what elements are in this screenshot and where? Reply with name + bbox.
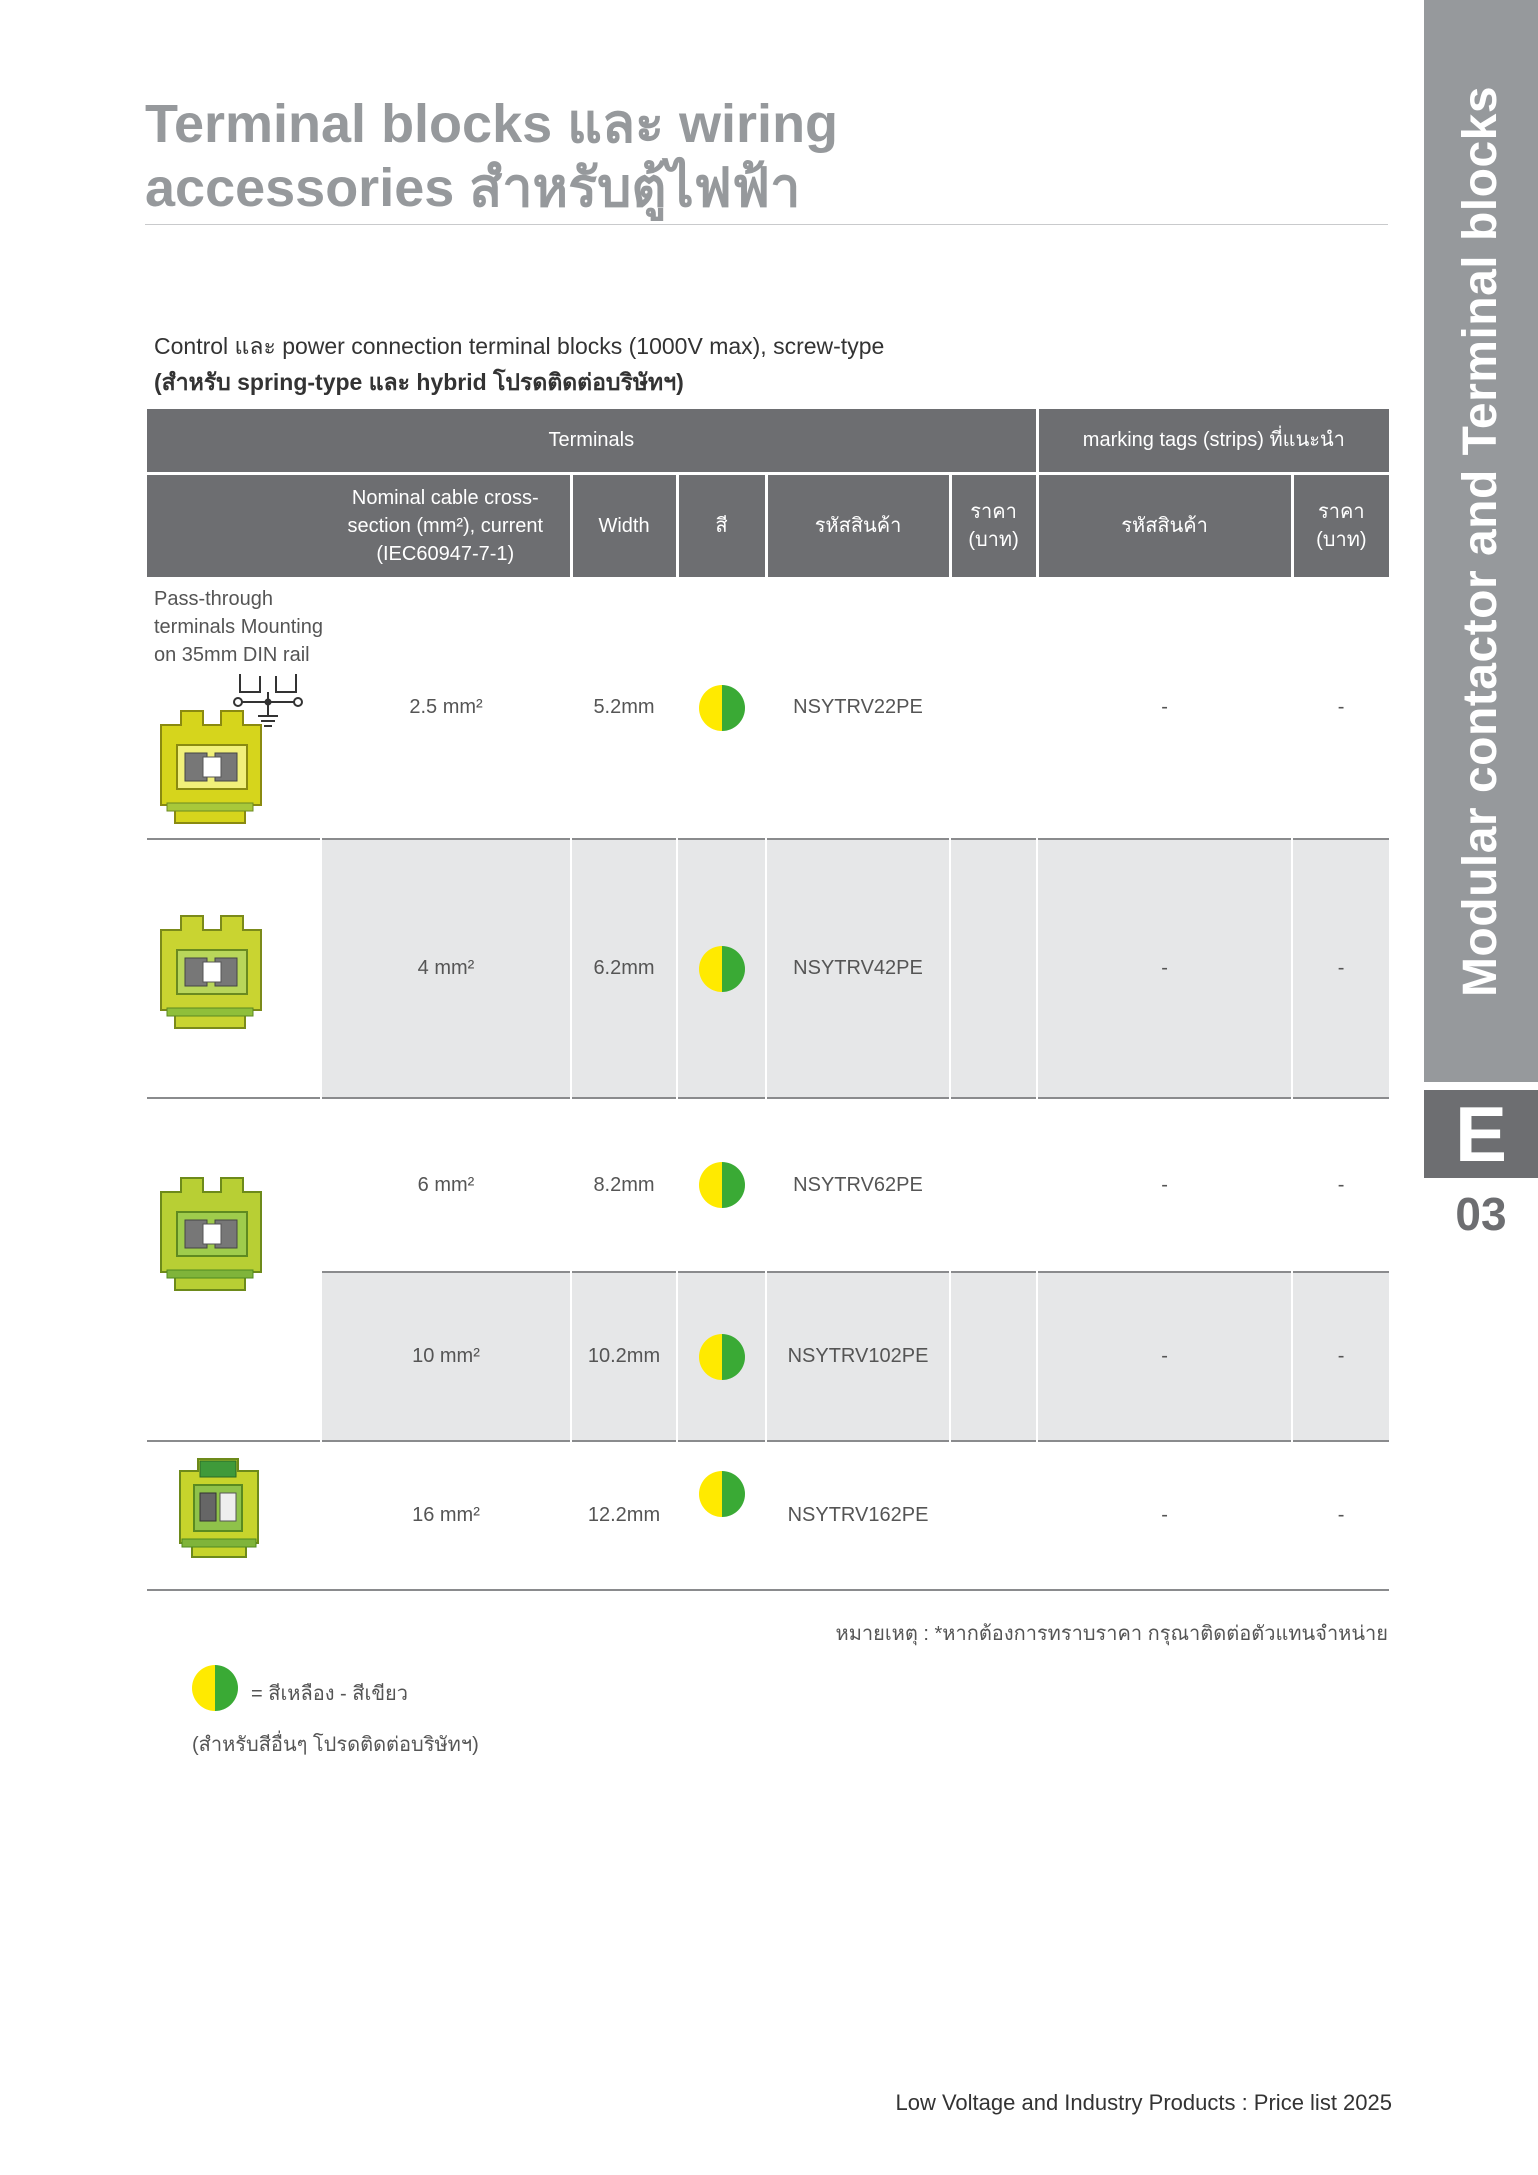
- yellow-green-dot-icon: [699, 1162, 745, 1208]
- subtitle-line2: (สำหรับ spring-type และ hybrid โปรดติดต่อบริษัทฯ): [154, 369, 684, 395]
- sidebar-vertical-title: Modular contactor and Terminal blocks: [1454, 85, 1508, 997]
- cell-tag-price: -: [1292, 839, 1389, 1098]
- cell-ref: NSYTRV22PE: [766, 577, 950, 839]
- cell-tag-price: -: [1292, 1098, 1389, 1272]
- cell-color: [677, 1272, 766, 1441]
- header-terminals: Terminals: [147, 409, 1037, 473]
- header-cross-section: Nominal cable cross-section (mm²), current (IEC60947-7-1): [147, 473, 571, 577]
- legend-yellow-green-dot-icon: [192, 1665, 238, 1711]
- cell-ref: NSYTRV62PE: [766, 1098, 950, 1272]
- page-title-line1: Terminal blocks และ wiring: [145, 94, 839, 154]
- cell-price: [950, 839, 1037, 1098]
- cell-price: [950, 577, 1037, 839]
- cell-section: 4 mm²: [321, 839, 571, 1098]
- table-row: [147, 839, 1389, 1098]
- terminal-block-image: [170, 1455, 268, 1563]
- cell-color: [677, 1098, 766, 1272]
- cell-tag-ref: -: [1037, 577, 1292, 839]
- header-tag-ref: รหัสสินค้า: [1037, 473, 1292, 577]
- cell-ref: NSYTRV102PE: [766, 1272, 950, 1441]
- legend-label: = สีเหลือง - สีเขียว: [251, 1683, 408, 1705]
- terminal-block-image: [153, 705, 271, 833]
- cell-width: 12.2mm: [571, 1441, 677, 1590]
- header-marking-tags: marking tags (strips) ที่แนะนำ: [1037, 409, 1389, 473]
- cell-section: 6 mm²: [321, 1098, 571, 1272]
- page-footer: Low Voltage and Industry Products : Price list 2025: [895, 2090, 1392, 2115]
- cell-price: [950, 1098, 1037, 1272]
- section-number: 03: [1455, 1188, 1507, 1240]
- cell-color: [677, 1441, 766, 1590]
- yellow-green-dot-icon: [699, 1334, 745, 1380]
- cell-width: 6.2mm: [571, 839, 677, 1098]
- legend-note: (สำหรับสีอื่นๆ โปรดติดต่อบริษัทฯ): [192, 1734, 479, 1756]
- title-divider: [145, 224, 1388, 225]
- cell-width: 5.2mm: [571, 577, 677, 839]
- page-title: [145, 92, 1385, 220]
- cell-section: 10 mm²: [321, 1272, 571, 1441]
- yellow-green-dot-icon: [699, 946, 745, 992]
- subtitle-line1: Control และ power connection terminal blocks (1000V max), screw-type: [154, 333, 885, 359]
- cell-color: [677, 577, 766, 839]
- cell-tag-ref: -: [1037, 1272, 1292, 1441]
- cell-section: 2.5 mm²: [321, 577, 571, 839]
- cell-color: [677, 839, 766, 1098]
- cell-tag-ref: -: [1037, 1098, 1292, 1272]
- cell-tag-price: -: [1292, 577, 1389, 839]
- section-letter-badge: E: [1424, 1090, 1538, 1178]
- cell-tag-price: -: [1292, 1441, 1389, 1590]
- cell-tag-price: -: [1292, 1272, 1389, 1441]
- price-table: [147, 409, 1389, 1591]
- table-row: [147, 1098, 1389, 1272]
- yellow-green-dot-icon: [699, 685, 745, 731]
- sidebar-title-wrap: [1424, 0, 1538, 1082]
- yellow-green-dot-icon: [699, 1471, 745, 1517]
- page-title-line2: accessories สำหรับตู้ไฟฟ้า: [145, 158, 801, 218]
- cell-ref: NSYTRV162PE: [766, 1441, 950, 1590]
- header-ref: รหัสสินค้า: [766, 473, 950, 577]
- cell-tag-ref: -: [1037, 839, 1292, 1098]
- header-tag-price: ราคา (บาท): [1292, 473, 1389, 577]
- cell-tag-ref: -: [1037, 1441, 1292, 1590]
- terminal-block-image: [153, 1172, 271, 1300]
- cell-width: 8.2mm: [571, 1098, 677, 1272]
- terminal-block-image: [153, 910, 271, 1038]
- header-color: สี: [677, 473, 766, 577]
- row-group-label: Pass-through terminals Mounting on 35mm DIN rail: [154, 588, 323, 666]
- table-row: [147, 577, 1389, 839]
- cell-ref: NSYTRV42PE: [766, 839, 950, 1098]
- header-width: Width: [571, 473, 677, 577]
- cell-price: [950, 1441, 1037, 1590]
- price-remark: หมายเหตุ : *หากต้องการทราบราคา กรุณาติดต่อตัวแทนจำหน่าย: [835, 1623, 1388, 1645]
- cell-width: 10.2mm: [571, 1272, 677, 1441]
- table-row: [147, 1272, 1389, 1441]
- table-row: [147, 1441, 1389, 1590]
- header-price: ราคา (บาท): [950, 473, 1037, 577]
- table-subtitle: [154, 328, 884, 400]
- cell-price: [950, 1272, 1037, 1441]
- cell-section: 16 mm²: [321, 1441, 571, 1590]
